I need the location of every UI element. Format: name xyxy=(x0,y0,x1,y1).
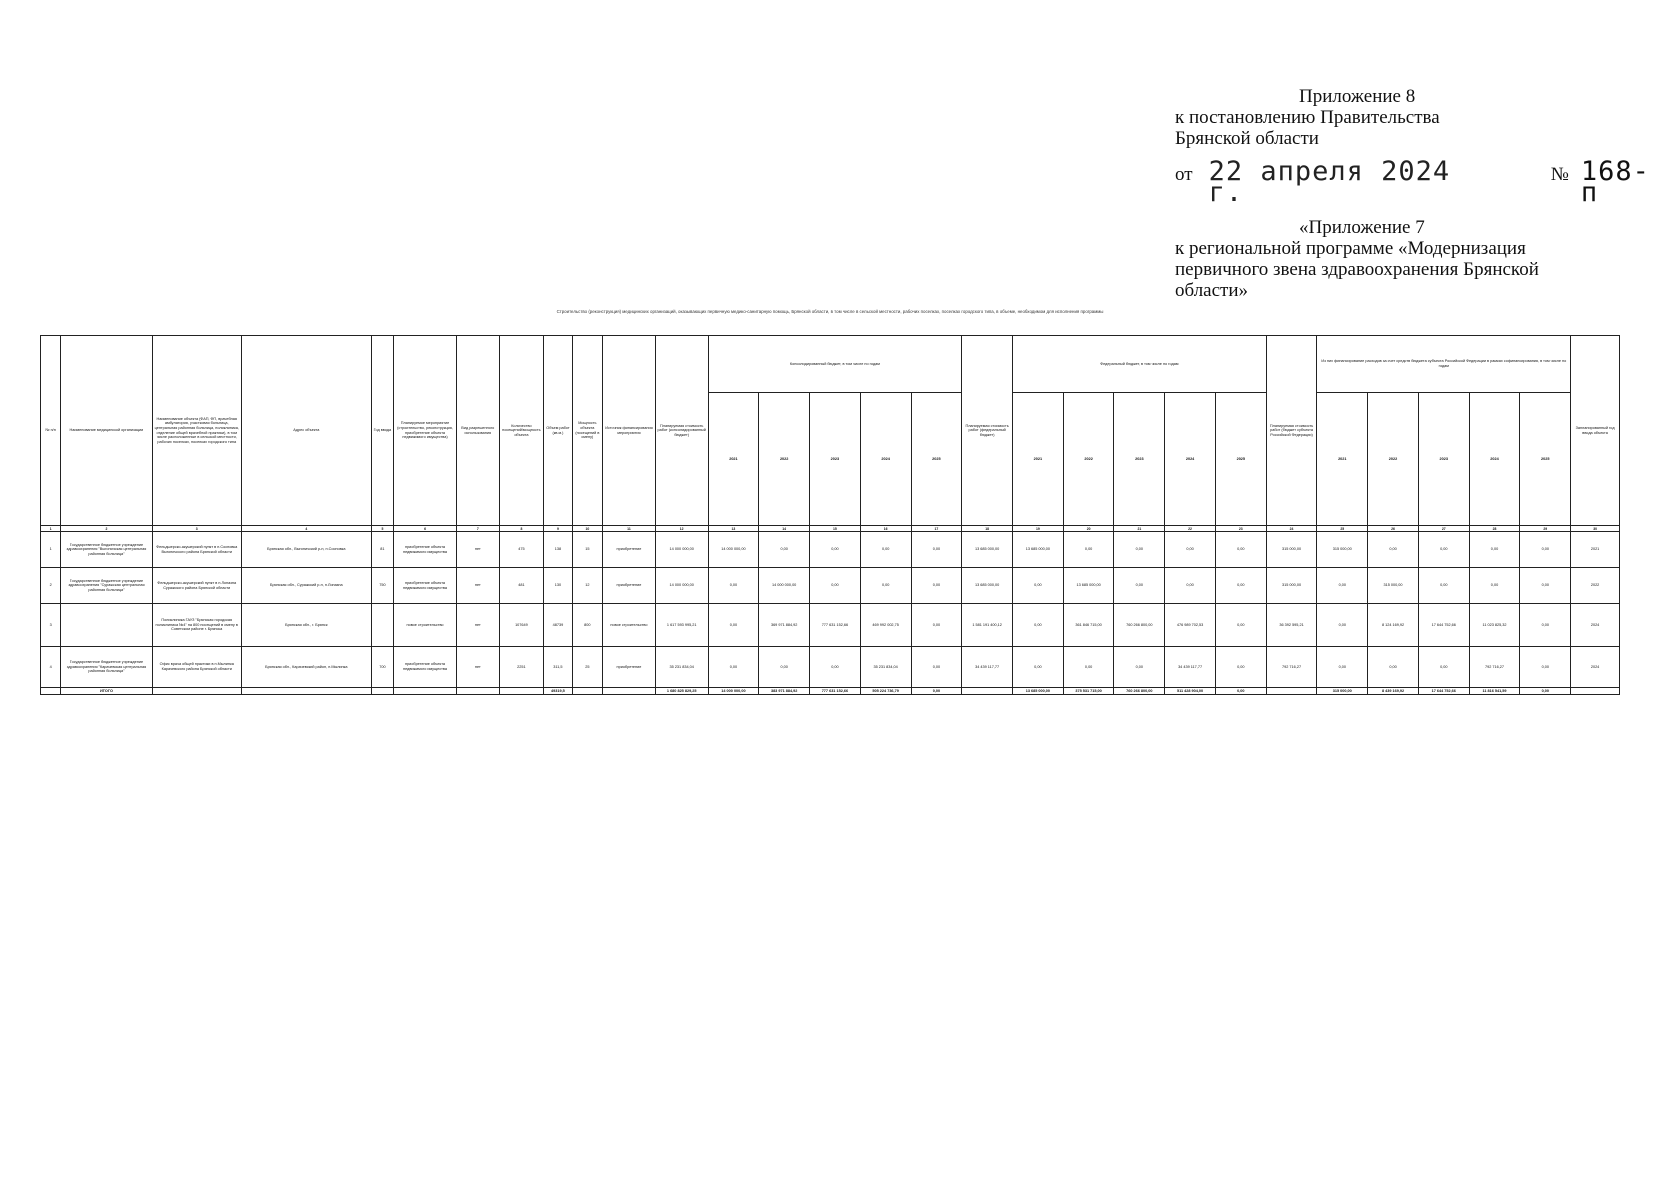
cell-c10: 12 xyxy=(572,568,602,604)
cell-fed-2025: 0,00 xyxy=(1215,647,1266,688)
th-c9: Объем работ (кв.м.) xyxy=(544,336,572,526)
th-c8: Количество посещений/мощность объекта xyxy=(499,336,544,526)
cell-c18: 34 439 117,77 xyxy=(962,647,1013,688)
cell-reg-2021: 0,00 xyxy=(1317,647,1368,688)
cell-object: Поликлиника ГАУЗ "Брянская городская поликлиника №4" на 800 посещений в смену в Советском районе г. Брянска xyxy=(152,604,241,647)
cell-c12: 14 000 000,00 xyxy=(655,568,708,604)
col-number: 25 xyxy=(1317,526,1368,532)
cell-cons-2025: 0,00 xyxy=(911,604,962,647)
year-cell: 2025 xyxy=(911,393,962,526)
cell-fed-2022: 13 685 000,00 xyxy=(1063,568,1114,604)
cell-reg-2023: 0,00 xyxy=(1418,568,1469,604)
cell-org: Государственное бюджетное учреждение здравоохранения "Выгоничская центральная районная больница" xyxy=(61,532,152,568)
col-number: 16 xyxy=(860,526,911,532)
year-cell: 2022 xyxy=(1063,393,1114,526)
table-row xyxy=(41,647,1620,688)
cell-c11: приобретение xyxy=(603,532,656,568)
cell-c5 xyxy=(371,604,393,647)
cell-fed-2022: 0,00 xyxy=(1063,532,1114,568)
total-c12: 1 680 825 829,25 xyxy=(655,688,708,695)
cell-c30: 2024 xyxy=(1571,647,1620,688)
year-cell: 2022 xyxy=(1368,393,1419,526)
cell-fed-2024: 34 439 117,77 xyxy=(1165,647,1216,688)
table-caption: Строительство (реконструкция) медицинских организаций, оказывающих первичную медико-санитарную помощь, Брянской области, в том числе в сельской местности, рабочих поселках, поселках городского типа, в объеме, необходимом для исполнения программы xyxy=(556,309,1104,314)
cell-c24: 315 000,00 xyxy=(1266,568,1317,604)
cell-c5: 750 xyxy=(371,568,393,604)
year-cell: 2023 xyxy=(810,393,861,526)
cell-org xyxy=(61,604,152,647)
cell-c18: 13 685 000,00 xyxy=(962,568,1013,604)
col-number: 29 xyxy=(1520,526,1571,532)
cell-c8: 475 xyxy=(499,532,544,568)
total-cons-2022: 383 971 884,92 xyxy=(759,688,810,695)
cell-fed-2021: 0,00 xyxy=(1013,604,1064,647)
cell-measure: новое строительство xyxy=(394,604,457,647)
cell-fed-2021: 0,00 xyxy=(1013,647,1064,688)
th-regional: Из них финансирование расходов за счет средств бюджета субъекта Российской Федерации в рамках софинансирования, в том числе по годам xyxy=(1317,336,1571,393)
col-number: 17 xyxy=(911,526,962,532)
cell-c5: 700 xyxy=(371,647,393,688)
cell-cons-2024: 0,00 xyxy=(860,568,911,604)
program-line-3: области» xyxy=(1175,280,1249,301)
program-line-1: к региональной программе «Модернизация xyxy=(1175,238,1526,259)
total-cons-2025: 0,00 xyxy=(911,688,962,695)
cell-reg-2021: 0,00 xyxy=(1317,604,1368,647)
cell-cons-2022: 0,00 xyxy=(759,647,810,688)
total-fed-2021: 13 685 000,00 xyxy=(1013,688,1064,695)
col-number: 19 xyxy=(1013,526,1064,532)
col-number: 24 xyxy=(1266,526,1317,532)
cell-fed-2023: 0,00 xyxy=(1114,568,1165,604)
cell-reg-2022: 8 124 169,92 xyxy=(1368,604,1419,647)
date-prefix: от xyxy=(1175,164,1193,185)
cell-reg-2024: 792 716,27 xyxy=(1469,647,1520,688)
th-org: Наименование медицинской организации xyxy=(61,336,152,526)
cell-cons-2024: 469 992 002,75 xyxy=(860,604,911,647)
cell-c8: 481 xyxy=(499,568,544,604)
col-number: 8 xyxy=(499,526,544,532)
col-number: 21 xyxy=(1114,526,1165,532)
appendix-number: Приложение 8 xyxy=(1299,86,1416,107)
total-c9: 49319,5 xyxy=(544,688,572,695)
cell-c30: 2024 xyxy=(1571,604,1620,647)
cell-reg-2021: 315 000,00 xyxy=(1317,532,1368,568)
cell-cons-2025: 0,00 xyxy=(911,647,962,688)
program-line-2: первичного звена здравоохранения Брянской xyxy=(1175,259,1539,280)
cell-org: Государственное бюджетное учреждение здравоохранения "Карачевская центральная районная больница" xyxy=(61,647,152,688)
cell-c8: 107649 xyxy=(499,604,544,647)
col-number: 22 xyxy=(1165,526,1216,532)
cell-measure: приобретение объекта недвижимого имущества xyxy=(394,568,457,604)
cell-cons-2025: 0,00 xyxy=(911,532,962,568)
cell-c12: 1 617 593 995,21 xyxy=(655,604,708,647)
cell-fed-2024: 0,00 xyxy=(1165,532,1216,568)
year-cell: 2022 xyxy=(759,393,810,526)
th-c10: Мощность объекта (посещений в смену) xyxy=(572,336,602,526)
cell-c18: 13 685 000,00 xyxy=(962,532,1013,568)
table-row xyxy=(41,604,1620,647)
col-number: 28 xyxy=(1469,526,1520,532)
cell-fed-2021: 13 685 000,00 xyxy=(1013,532,1064,568)
cell-c24: 315 000,00 xyxy=(1266,532,1317,568)
year-cell: 2021 xyxy=(1013,393,1064,526)
total-fed-2024: 511 428 904,00 xyxy=(1165,688,1216,695)
cell-c30: 2022 xyxy=(1571,568,1620,604)
total-cons-2024: 505 224 736,79 xyxy=(860,688,911,695)
th-c5: Год ввода xyxy=(371,336,393,526)
cell-c5: 81 xyxy=(371,532,393,568)
th-c30: Запланированный год ввода объекта xyxy=(1571,336,1620,526)
col-number: 6 xyxy=(394,526,457,532)
cell-address: Брянская обл., Выгоничский р-н, п.Сосновка xyxy=(241,532,371,568)
year-cell: 2021 xyxy=(1317,393,1368,526)
col-number: 20 xyxy=(1063,526,1114,532)
col-number: 5 xyxy=(371,526,393,532)
total-reg-2023: 17 644 752,66 xyxy=(1418,688,1469,695)
th-object: Наименование объекта (ФАП, ФП, врачебная амбулатория, участковая больница, центральная районная больница, поликлиника, отделение общей врачебной практики), в том числе расположенные в сельской местности, рабочих поселках, поселках городского типа xyxy=(152,336,241,526)
year-cell: 2023 xyxy=(1114,393,1165,526)
cell-c10: 25 xyxy=(572,647,602,688)
cell-c9: 138 xyxy=(544,532,572,568)
cell-cons-2021: 0,00 xyxy=(708,568,759,604)
cell-fed-2025: 0,00 xyxy=(1215,532,1266,568)
cell-c11: приобретение xyxy=(603,568,656,604)
region-line: Брянской области xyxy=(1175,128,1319,149)
total-fed-2025: 0,00 xyxy=(1215,688,1266,695)
cell-c9: 130 xyxy=(544,568,572,604)
cell-reg-2024: 0,00 xyxy=(1469,532,1520,568)
col-number: 12 xyxy=(655,526,708,532)
col-number: 13 xyxy=(708,526,759,532)
cell-fed-2023: 0,00 xyxy=(1114,532,1165,568)
cell-fed-2024: 476 989 702,53 xyxy=(1165,604,1216,647)
cell-fed-2025: 0,00 xyxy=(1215,604,1266,647)
cell-cons-2023: 0,00 xyxy=(810,647,861,688)
cell-object: Офис врача общей практики в п.Мылинка Карачевского района Брянской области xyxy=(152,647,241,688)
year-cell: 2024 xyxy=(1165,393,1216,526)
th-c24: Планируемая стоимость работ (бюджет субъекта Российской Федерации) xyxy=(1266,336,1317,526)
cell-c11: новое строительство xyxy=(603,604,656,647)
cell-cons-2022: 0,00 xyxy=(759,532,810,568)
cell-cons-2021: 0,00 xyxy=(708,647,759,688)
cell-fed-2021: 0,00 xyxy=(1013,568,1064,604)
cell-org: Государственное бюджетное учреждение здравоохранения "Суражская центральная районная больница" xyxy=(61,568,152,604)
cell-c7: нет xyxy=(456,647,499,688)
total-fed-2023: 760 266 800,00 xyxy=(1114,688,1165,695)
th-c18: Планируемая стоимость работ (федеральный бюджет) xyxy=(962,336,1013,526)
cell-reg-2025: 0,00 xyxy=(1520,604,1571,647)
number-value: 168-п xyxy=(1580,156,1650,208)
cell-cons-2023: 777 631 152,66 xyxy=(810,604,861,647)
cell-c9: 311,5 xyxy=(544,647,572,688)
year-cell: 2025 xyxy=(1215,393,1266,526)
cell-object: Фельдшерско-акушерский пункт в п.Сосновка Выгоничского района Брянской области xyxy=(152,532,241,568)
cell-no: 3 xyxy=(41,604,61,647)
cell-c10: 15 xyxy=(572,532,602,568)
cell-no: 4 xyxy=(41,647,61,688)
cell-c8: 2251 xyxy=(499,647,544,688)
cell-measure: приобретение объекта недвижимого имущества xyxy=(394,647,457,688)
cell-cons-2024: 35 231 834,04 xyxy=(860,647,911,688)
cell-cons-2024: 0,00 xyxy=(860,532,911,568)
cell-address: Брянская обл., г. Брянск xyxy=(241,604,371,647)
cell-c11: приобретение xyxy=(603,647,656,688)
cell-reg-2024: 0,00 xyxy=(1469,568,1520,604)
appendix-title: «Приложение 7 xyxy=(1299,217,1425,238)
total-reg-2022: 8 439 169,92 xyxy=(1368,688,1419,695)
cell-c18: 1 581 191 400,12 xyxy=(962,604,1013,647)
cell-c10: 800 xyxy=(572,604,602,647)
total-row xyxy=(41,688,1620,695)
cell-c30: 2021 xyxy=(1571,532,1620,568)
cell-fed-2022: 0,00 xyxy=(1063,647,1114,688)
total-cons-2023: 777 631 152,66 xyxy=(810,688,861,695)
total-reg-2025: 0,00 xyxy=(1520,688,1571,695)
cell-c7: нет xyxy=(456,568,499,604)
th-c12: Планируемая стоимость работ (консолидированный бюджет) xyxy=(655,336,708,526)
th-no: № п/п xyxy=(41,336,61,526)
cell-reg-2022: 0,00 xyxy=(1368,647,1419,688)
col-number: 1 xyxy=(41,526,61,532)
cell-cons-2023: 0,00 xyxy=(810,568,861,604)
cell-reg-2023: 0,00 xyxy=(1418,647,1469,688)
cell-fed-2023: 0,00 xyxy=(1114,647,1165,688)
year-cell: 2021 xyxy=(708,393,759,526)
cell-fed-2024: 0,00 xyxy=(1165,568,1216,604)
col-number: 18 xyxy=(962,526,1013,532)
th-federal: Федеральный бюджет, в том числе по годам xyxy=(1013,336,1267,393)
th-measure: Планируемое мероприятие (строительство, реконструкция, приобретение объекта недвижимого имущества) xyxy=(394,336,457,526)
cell-reg-2022: 315 000,00 xyxy=(1368,568,1419,604)
total-label: ИТОГО xyxy=(61,688,152,695)
cell-object: Фельдшерско-акушерский пункт в п.Лопазна Суражского района Брянской области xyxy=(152,568,241,604)
col-number: 7 xyxy=(456,526,499,532)
cell-fed-2023: 760 266 800,00 xyxy=(1114,604,1165,647)
document-header xyxy=(1175,86,1655,301)
program-table xyxy=(40,335,1620,695)
th-c11: Источник финансирования мероприятия xyxy=(603,336,656,526)
col-number: 14 xyxy=(759,526,810,532)
th-consolidated: Консолидированный бюджет, в том числе по годам xyxy=(708,336,962,393)
number-label: № xyxy=(1550,164,1569,185)
cell-reg-2022: 0,00 xyxy=(1368,532,1419,568)
cell-c9: 48739 xyxy=(544,604,572,647)
table-row xyxy=(41,568,1620,604)
cell-reg-2025: 0,00 xyxy=(1520,647,1571,688)
cell-no: 1 xyxy=(41,532,61,568)
date-row xyxy=(1175,156,1655,208)
cell-reg-2023: 0,00 xyxy=(1418,532,1469,568)
col-number: 3 xyxy=(152,526,241,532)
th-c7: Вид разрешенного использования xyxy=(456,336,499,526)
cell-fed-2025: 0,00 xyxy=(1215,568,1266,604)
cell-no: 2 xyxy=(41,568,61,604)
total-fed-2022: 375 531 715,00 xyxy=(1063,688,1114,695)
resolution-line: к постановлению Правительства xyxy=(1175,107,1440,128)
year-cell: 2025 xyxy=(1520,393,1571,526)
cell-reg-2021: 0,00 xyxy=(1317,568,1368,604)
year-cell: 2024 xyxy=(860,393,911,526)
cell-c24: 36 392 595,21 xyxy=(1266,604,1317,647)
cell-cons-2023: 0,00 xyxy=(810,532,861,568)
year-cell: 2024 xyxy=(1469,393,1520,526)
header-row xyxy=(41,336,1620,393)
cell-measure: приобретение объекта недвижимого имущества xyxy=(394,532,457,568)
cell-cons-2022: 369 971 884,92 xyxy=(759,604,810,647)
col-number: 2 xyxy=(61,526,152,532)
cell-cons-2021: 14 000 000,00 xyxy=(708,532,759,568)
col-number: 4 xyxy=(241,526,371,532)
cell-reg-2023: 17 644 752,66 xyxy=(1418,604,1469,647)
col-number: 11 xyxy=(603,526,656,532)
col-number: 15 xyxy=(810,526,861,532)
cell-cons-2021: 0,00 xyxy=(708,604,759,647)
year-cell: 2023 xyxy=(1418,393,1469,526)
th-address: Адрес объекта xyxy=(241,336,371,526)
col-number: 10 xyxy=(572,526,602,532)
cell-cons-2025: 0,00 xyxy=(911,568,962,604)
cell-c12: 14 000 000,00 xyxy=(655,532,708,568)
col-number: 23 xyxy=(1215,526,1266,532)
col-number: 30 xyxy=(1571,526,1620,532)
cell-c7: нет xyxy=(456,604,499,647)
cell-c7: нет xyxy=(456,532,499,568)
col-number: 9 xyxy=(544,526,572,532)
total-cons-2021: 14 000 000,00 xyxy=(708,688,759,695)
cell-cons-2022: 14 000 000,00 xyxy=(759,568,810,604)
cell-address: Брянская обл., Карачевский район, п.Мылинка xyxy=(241,647,371,688)
total-reg-2021: 315 000,00 xyxy=(1317,688,1368,695)
cell-reg-2024: 11 023 825,32 xyxy=(1469,604,1520,647)
cell-address: Брянская обл., Суражский р-н, п.Лопазна xyxy=(241,568,371,604)
cell-c24: 792 716,27 xyxy=(1266,647,1317,688)
col-number: 26 xyxy=(1368,526,1419,532)
cell-fed-2022: 361 846 715,00 xyxy=(1063,604,1114,647)
cell-reg-2025: 0,00 xyxy=(1520,532,1571,568)
date-value: 22 апреля 2024 г. xyxy=(1208,156,1451,208)
cell-reg-2025: 0,00 xyxy=(1520,568,1571,604)
total-reg-2024: 11 816 541,59 xyxy=(1469,688,1520,695)
cell-c12: 35 231 834,04 xyxy=(655,647,708,688)
table-row xyxy=(41,532,1620,568)
col-number: 27 xyxy=(1418,526,1469,532)
